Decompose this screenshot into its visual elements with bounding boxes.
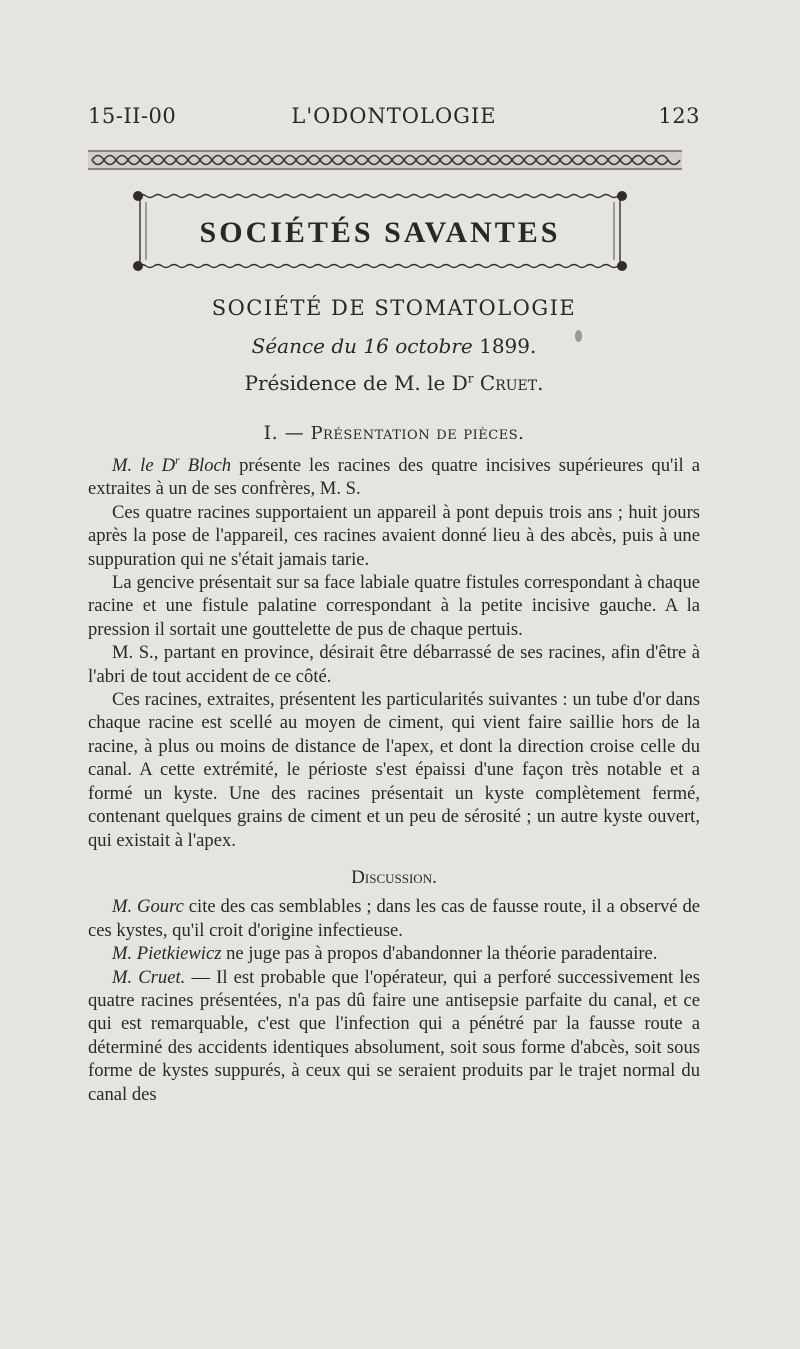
section-title-frame bbox=[130, 188, 630, 272]
decorative-ornament-band bbox=[88, 150, 682, 170]
discussion-paragraph bbox=[88, 942, 700, 965]
paragraph bbox=[88, 454, 700, 501]
discussion-paragraph bbox=[88, 895, 700, 942]
header-journal-title: L'ODONTOLOGIE bbox=[291, 104, 497, 128]
ink-spot bbox=[575, 330, 582, 342]
speaker-surname: Bloch bbox=[179, 455, 232, 476]
page-number: 123 bbox=[658, 104, 700, 128]
paragraph-text: — Il est probable que l'opérateur, qui a perforé successivement les quatre racines présentées, n'a pas dû faire une antisepsie parfaite du canal, et ce qui est remarquable, c'est que l'infection qui a pénétré par la fausse route a déterminé des accidents identiques absolument, soit sous forme d'abcès, soit sous forme de kystes suppurés, à ceux qui se seraient produits par le trajet normal du canal des bbox=[88, 966, 700, 1105]
society-name: SOCIÉTÉ DE STOMATOLOGIE bbox=[211, 296, 577, 320]
paragraph: M. S., partant en province, désirait être débarrassé de ses racines, afin d'être à l'abri de tout accident de ce côté. bbox=[88, 642, 700, 687]
paragraph: La gencive présentait sur sa face labiale quatre fistules correspondant à chaque racine et une fistule palatine correspondant à la petite incisive gauche. A la pression il sortait une gouttelette de pus de chaque pertuis. bbox=[88, 572, 700, 640]
speaker-sup: r bbox=[175, 452, 180, 467]
speaker-name: M. le D bbox=[112, 455, 176, 476]
paragraph: Ces quatre racines supportaient un appareil à pont depuis trois ans ; huit jours après la pose de l'appareil, ces racines avaient donné lieu à des abcès, puis à une suppuration qui ne s'était jamais tarie. bbox=[88, 501, 700, 570]
session-date bbox=[88, 334, 700, 358]
presidence-line bbox=[88, 371, 700, 395]
session-year: 1899. bbox=[479, 334, 537, 358]
section-heading bbox=[88, 422, 700, 444]
paragraph: Ces racines, extraites, présentent les particularités suivantes : un tube d'or dans chaque racine est scellé au moyen de ciment, qui vient faire saillie hors de la racine, à plus ou moins de distance de l'apex, et dont la direction croise celle du canal. A cette extrémité, le périoste s'est épaissi d'une façon très notable et a formé un kyste. Une des racines présentait un kyste complètement fermé, contenant quelques grains de ciment et un peu de sérosité ; un autre kyste ouvert, qui existait à l'apex. bbox=[88, 689, 700, 851]
session-date-text: Séance du 16 octobre bbox=[251, 334, 473, 358]
header-date: 15-II-00 bbox=[88, 104, 177, 128]
section-number: I. — bbox=[263, 422, 305, 444]
speaker-name: M. Gourc bbox=[112, 896, 184, 918]
running-header bbox=[88, 104, 700, 134]
paragraph-text: présente les racines des quatre incisives supérieures qu'il a extraites à un de ses confrères, M. S. bbox=[88, 455, 700, 500]
paragraph-text: ne juge pas à propos d'abandonner la théorie paradentaire. bbox=[221, 943, 658, 965]
presidence-prefix: Présidence de M. le D bbox=[244, 371, 468, 395]
speaker-name: M. Cruet. bbox=[112, 966, 186, 988]
paragraph-text: cite des cas semblables ; dans les cas de fausse route, il a observé de ces kystes, qu'il croit d'origine infectieuse. bbox=[88, 896, 700, 941]
article-body bbox=[88, 454, 700, 1106]
presidence-sup: r bbox=[467, 371, 474, 386]
discussion-heading: Discussion. bbox=[351, 866, 437, 888]
president-name: Cruet. bbox=[479, 371, 544, 395]
section-title: SOCIÉTÉS SAVANTES bbox=[199, 216, 561, 249]
discussion-paragraph bbox=[88, 966, 700, 1106]
section-title-text: Présentation de pièces. bbox=[310, 423, 525, 444]
speaker-name: M. Pietkiewicz bbox=[112, 943, 222, 965]
